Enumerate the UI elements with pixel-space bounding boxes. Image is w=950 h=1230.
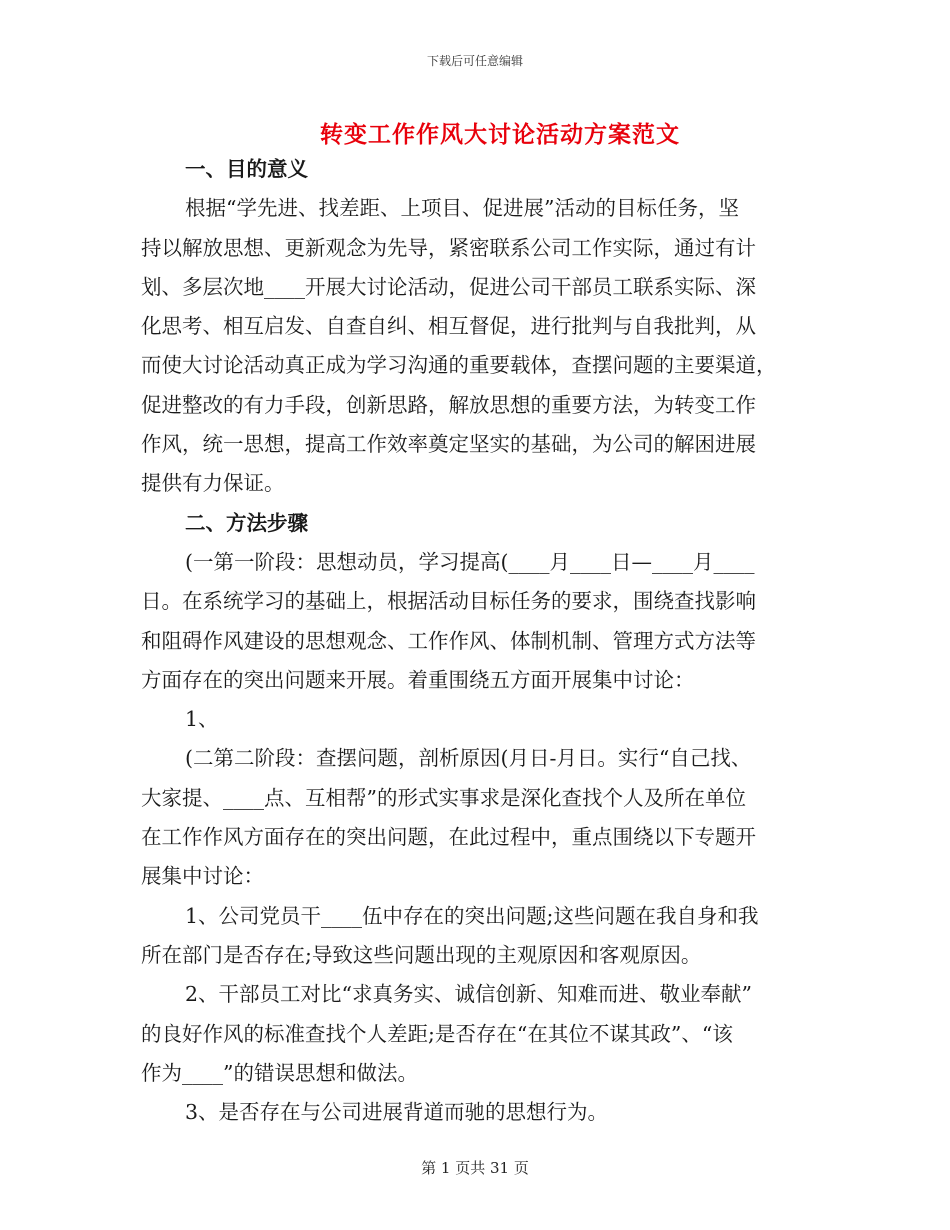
text-line: (一第一阶段：思想动员，学习提高(____月____日—____月____	[185, 549, 755, 574]
text-line: (二第二阶段：查摆问题，剖析原因(月日-月日。实行“自己找、	[185, 746, 752, 771]
text-line: 作为____”的错误思想和做法。	[141, 1060, 418, 1085]
document-title: 转变工作作风大讨论活动方案范文	[320, 121, 680, 148]
page-footer: 第 1 页共 31 页	[421, 1159, 529, 1177]
text-line: 1、公司党员干____伍中存在的突出问题;这些问题在我自身和我	[185, 903, 759, 928]
section-heading-steps: 二、方法步骤	[185, 510, 308, 535]
section-heading-purpose: 一、目的意义	[185, 157, 308, 181]
text-line: 化思考、相互启发、自查自纠、相互督促，进行批判与自我批判，从	[141, 314, 756, 339]
page-header: 下载后可任意编辑	[426, 54, 523, 68]
text-line: 在工作作风方面存在的突出问题，在此过程中，重点围绕以下专题开	[141, 825, 756, 850]
text-line: 的良好作风的标准查找个人差距;是否存在“在其位不谋其政”、“该	[141, 1021, 733, 1046]
text-line: 日。在系统学习的基础上，根据活动目标任务的要求，围绕查找影响	[141, 589, 756, 614]
topic-item-2	[141, 975, 809, 1093]
paragraph-purpose	[141, 189, 809, 503]
text-line: 大家提、____点、互相帮”的形式实事求是深化查找个人及所在单位	[141, 785, 746, 810]
paragraph-stage-two	[141, 739, 809, 896]
text-line: 所在部门是否存在;导致这些问题出现的主观原因和客观原因。	[141, 942, 702, 967]
text-line: 方面存在的突出问题来开展。着重围绕五方面开展集中讨论：	[141, 667, 695, 692]
topic-item-1	[141, 897, 809, 976]
text-line: 根据“学先进、找差距、上项目、促进展”活动的目标任务，坚	[185, 196, 739, 221]
text-line: 作风，统一思想，提高工作效率奠定坚实的基础，为公司的解困进展	[141, 432, 756, 457]
document-body	[141, 150, 809, 1132]
text-line: 展集中讨论：	[141, 864, 264, 889]
text-line: 促进整改的有力手段，创新思路，解放思想的重要方法，为转变工作	[141, 392, 756, 417]
text-line: 提供有力保证。	[141, 471, 285, 496]
topic-item-3: 3、是否存在与公司进展背道而驰的思想行为。	[185, 1100, 609, 1125]
text-line: 2、干部员工对比“求真务实、诚信创新、知难而进、敬业奉献”	[185, 982, 753, 1007]
text-line: 和阻碍作风建设的思想观念、工作作风、体制机制、管理方式方法等	[141, 628, 756, 653]
paragraph-stage-one	[141, 543, 809, 700]
list-item-1: 1、	[185, 707, 219, 732]
text-line: 持以解放思想、更新观念为先导，紧密联系公司工作实际，通过有计	[141, 235, 756, 260]
text-line: 而使大讨论活动真正成为学习沟通的重要载体，查摆问题的主要渠道，	[141, 353, 777, 378]
text-line: 划、多层次地____开展大讨论活动，促进公司干部员工联系实际、深	[141, 274, 756, 299]
